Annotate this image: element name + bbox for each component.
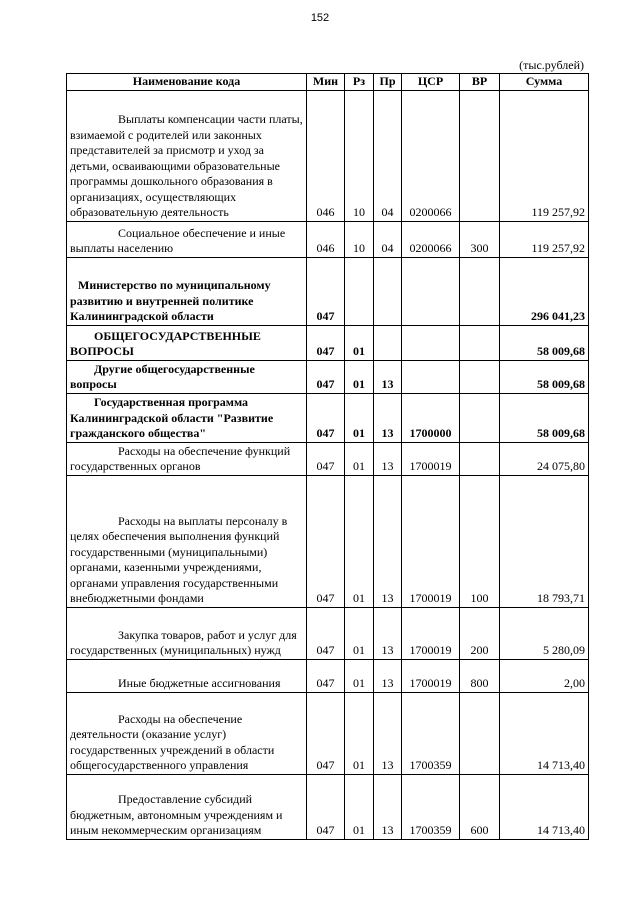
row-min: 047 bbox=[307, 360, 345, 393]
row-min: 046 bbox=[307, 90, 345, 221]
row-pr: 13 bbox=[374, 607, 402, 659]
table-row bbox=[67, 90, 589, 221]
row-rz: 10 bbox=[345, 221, 374, 257]
row-pr: 13 bbox=[374, 774, 402, 839]
row-name: Другие общегосударственные вопросы bbox=[67, 360, 307, 393]
row-vr bbox=[460, 90, 500, 221]
row-name: Иные бюджетные ассигнования bbox=[67, 659, 307, 692]
row-vr: 100 bbox=[460, 475, 500, 607]
row-sum: 119 257,92 bbox=[500, 221, 589, 257]
row-min: 047 bbox=[307, 774, 345, 839]
row-vr bbox=[460, 360, 500, 393]
row-name: Расходы на выплаты персоналу в целях обеспечения выполнения функций государственными (муниципальными) органами, казенными учреждениями, органами управления государственными внебюджетными фондами bbox=[67, 475, 307, 607]
table-row bbox=[67, 360, 589, 393]
row-name: Государственная программа Калининградской области "Развитие гражданского общества" bbox=[67, 393, 307, 442]
row-vr: 600 bbox=[460, 774, 500, 839]
row-csr: 1700019 bbox=[402, 442, 460, 475]
row-rz: 01 bbox=[345, 325, 374, 360]
row-sum: 14 713,40 bbox=[500, 692, 589, 774]
row-name: ОБЩЕГОСУДАРСТВЕННЫЕ ВОПРОСЫ bbox=[67, 325, 307, 360]
row-vr bbox=[460, 393, 500, 442]
row-sum: 24 075,80 bbox=[500, 442, 589, 475]
row-sum: 2,00 bbox=[500, 659, 589, 692]
row-min: 046 bbox=[307, 221, 345, 257]
row-vr bbox=[460, 257, 500, 325]
row-name: Закупка товаров, работ и услуг для государственных (муниципальных) нужд bbox=[67, 607, 307, 659]
row-rz bbox=[345, 257, 374, 325]
row-name: Выплаты компенсации части платы, взимаемой с родителей или законных представителей за присмотр и уход за детьми, осваивающими образовательные программы дошкольного образования в организациях, осуществляющих образовательную деятельность bbox=[67, 90, 307, 221]
table-row bbox=[67, 257, 589, 325]
table-row bbox=[67, 442, 589, 475]
row-sum: 5 280,09 bbox=[500, 607, 589, 659]
row-name: Расходы на обеспечение функций государственных органов bbox=[67, 442, 307, 475]
row-name: Расходы на обеспечение деятельности (оказание услуг) государственных учреждений в области общегосударственного управления bbox=[67, 692, 307, 774]
row-rz: 01 bbox=[345, 475, 374, 607]
table-row bbox=[67, 475, 589, 607]
row-rz: 01 bbox=[345, 442, 374, 475]
row-rz: 01 bbox=[345, 659, 374, 692]
row-pr: 13 bbox=[374, 659, 402, 692]
row-rz: 01 bbox=[345, 774, 374, 839]
row-vr bbox=[460, 692, 500, 774]
row-rz: 01 bbox=[345, 692, 374, 774]
row-vr bbox=[460, 325, 500, 360]
table-row bbox=[67, 325, 589, 360]
row-csr: 1700019 bbox=[402, 607, 460, 659]
table-row bbox=[67, 692, 589, 774]
row-vr: 200 bbox=[460, 607, 500, 659]
header-vr: ВР bbox=[460, 74, 500, 91]
row-min: 047 bbox=[307, 607, 345, 659]
row-csr: 0200066 bbox=[402, 221, 460, 257]
row-csr: 1700019 bbox=[402, 475, 460, 607]
table-row bbox=[67, 659, 589, 692]
row-min: 047 bbox=[307, 393, 345, 442]
row-min: 047 bbox=[307, 442, 345, 475]
row-pr: 04 bbox=[374, 90, 402, 221]
row-name: Предоставление субсидий бюджетным, автономным учреждениям и иным некоммерческим организациям bbox=[67, 774, 307, 839]
row-csr bbox=[402, 360, 460, 393]
row-min: 047 bbox=[307, 257, 345, 325]
row-vr bbox=[460, 442, 500, 475]
header-csr: ЦСР bbox=[402, 74, 460, 91]
row-csr: 1700359 bbox=[402, 692, 460, 774]
row-sum: 58 009,68 bbox=[500, 393, 589, 442]
header-name: Наименование кода bbox=[67, 74, 307, 91]
row-rz: 01 bbox=[345, 360, 374, 393]
row-sum: 119 257,92 bbox=[500, 90, 589, 221]
row-csr: 1700359 bbox=[402, 774, 460, 839]
row-rz: 10 bbox=[345, 90, 374, 221]
row-csr bbox=[402, 257, 460, 325]
header-pr: Пр bbox=[374, 74, 402, 91]
row-sum: 58 009,68 bbox=[500, 360, 589, 393]
row-pr: 13 bbox=[374, 475, 402, 607]
row-csr: 1700019 bbox=[402, 659, 460, 692]
table-row bbox=[67, 393, 589, 442]
row-sum: 296 041,23 bbox=[500, 257, 589, 325]
row-vr: 300 bbox=[460, 221, 500, 257]
row-pr: 13 bbox=[374, 360, 402, 393]
row-csr: 0200066 bbox=[402, 90, 460, 221]
row-pr bbox=[374, 257, 402, 325]
row-csr bbox=[402, 325, 460, 360]
row-pr: 13 bbox=[374, 442, 402, 475]
row-rz: 01 bbox=[345, 607, 374, 659]
row-sum: 14 713,40 bbox=[500, 774, 589, 839]
row-name: Социальное обеспечение и иные выплаты населению bbox=[67, 221, 307, 257]
header-sum: Сумма bbox=[500, 74, 589, 91]
row-min: 047 bbox=[307, 325, 345, 360]
units-label: (тыс.рублей) bbox=[519, 58, 584, 72]
table-row bbox=[67, 221, 589, 257]
row-sum: 18 793,71 bbox=[500, 475, 589, 607]
header-min: Мин bbox=[307, 74, 345, 91]
row-pr: 13 bbox=[374, 692, 402, 774]
page-number: 152 bbox=[310, 12, 330, 24]
row-rz: 01 bbox=[345, 393, 374, 442]
table-row bbox=[67, 607, 589, 659]
row-min: 047 bbox=[307, 659, 345, 692]
row-pr: 13 bbox=[374, 393, 402, 442]
table-row bbox=[67, 774, 589, 839]
budget-table bbox=[66, 73, 589, 840]
row-pr bbox=[374, 325, 402, 360]
row-name: Министерство по муниципальному развитию и внутренней политике Калининградской области bbox=[67, 257, 307, 325]
row-vr: 800 bbox=[460, 659, 500, 692]
row-csr: 1700000 bbox=[402, 393, 460, 442]
row-min: 047 bbox=[307, 475, 345, 607]
table-header-row bbox=[67, 74, 589, 91]
header-rz: Рз bbox=[345, 74, 374, 91]
row-pr: 04 bbox=[374, 221, 402, 257]
row-min: 047 bbox=[307, 692, 345, 774]
row-sum: 58 009,68 bbox=[500, 325, 589, 360]
